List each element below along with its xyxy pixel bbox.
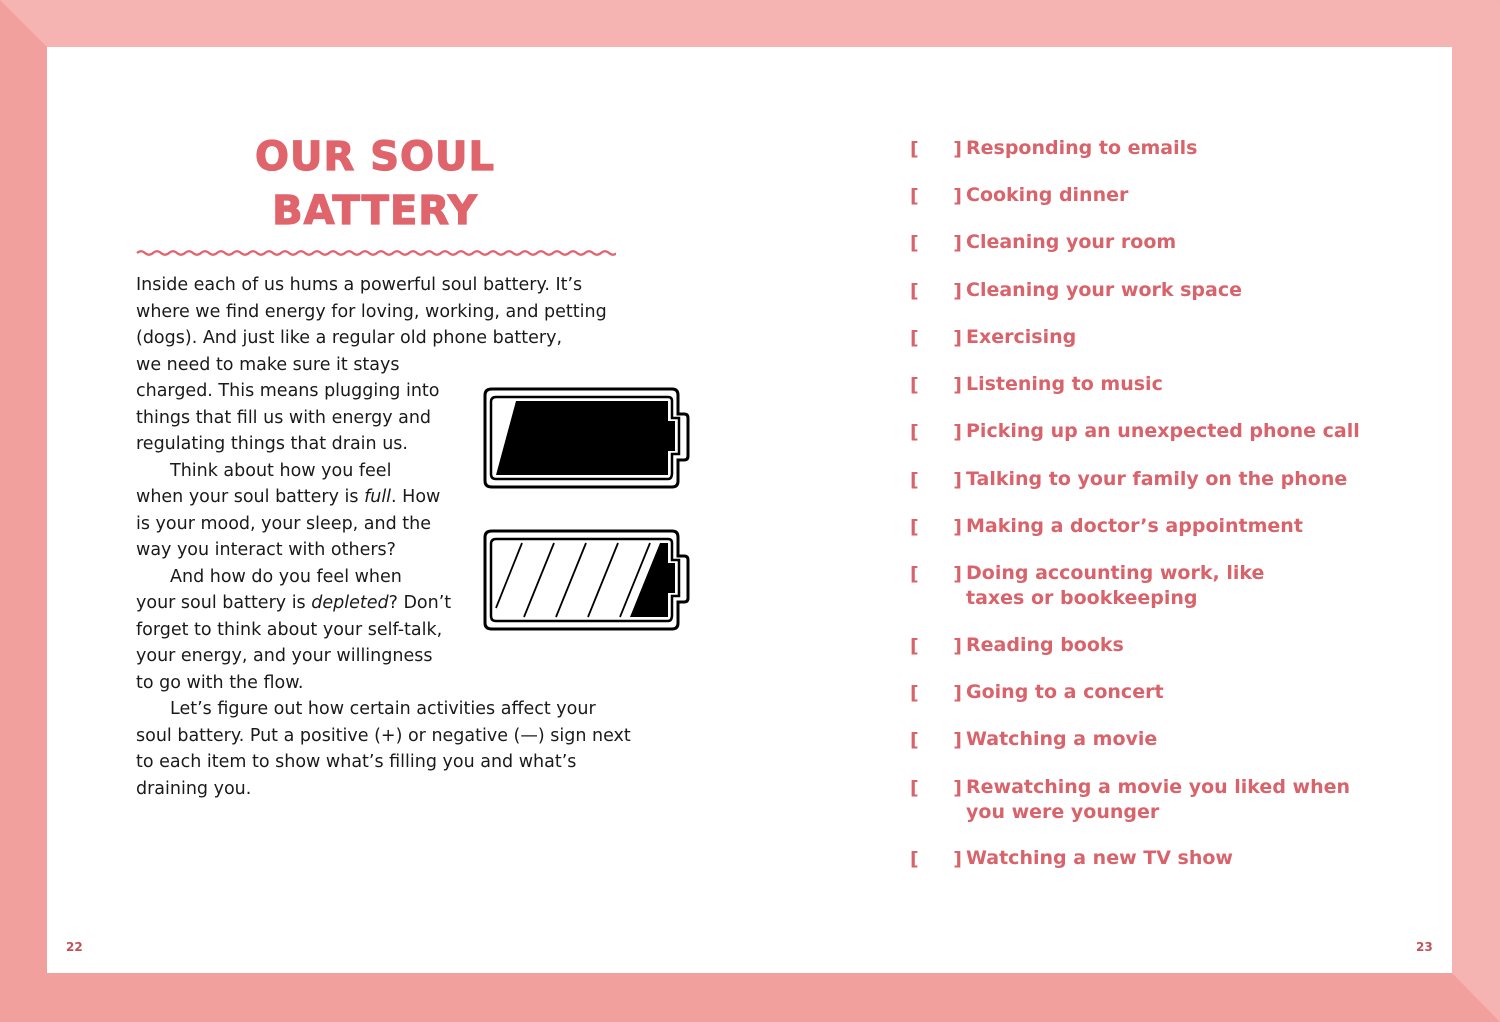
item-label: Doing accounting work, like taxes or bookkeeping: [966, 562, 1265, 609]
checkbox[interactable]: [ ]: [910, 374, 976, 396]
checkbox[interactable]: [ ]: [910, 516, 976, 538]
item-label: Cleaning your room: [966, 231, 1177, 253]
text-line: forget to think about your self-talk,: [136, 619, 443, 640]
checkbox[interactable]: [ ]: [910, 682, 976, 704]
checkbox[interactable]: [ ]: [910, 777, 976, 799]
checkbox[interactable]: [ ]: [910, 421, 976, 443]
checkbox[interactable]: [ ]: [910, 185, 976, 207]
item-label: Watching a movie: [966, 728, 1158, 750]
text-line: Think about how you feel: [170, 460, 392, 481]
item-label: Talking to your family on the phone: [966, 468, 1348, 490]
item-label: Making a doctor’s appointment: [966, 515, 1303, 537]
page-title: [210, 130, 540, 238]
title-line-2: BATTERY: [272, 188, 478, 234]
emphasis-depleted: depleted: [311, 593, 389, 613]
text-line: (dogs). And just like a regular old phone battery,: [136, 328, 563, 348]
wavy-divider: [136, 246, 616, 260]
low-battery-icon: [482, 528, 692, 634]
text-run: your soul battery is: [136, 593, 312, 613]
text-run: when your soul battery is: [136, 487, 365, 507]
checkbox[interactable]: [ ]: [910, 563, 976, 585]
page-number-left: 22: [66, 940, 83, 954]
text-line: things that fill us with energy and: [136, 407, 432, 428]
item-label: Cooking dinner: [966, 184, 1129, 206]
text-line: to each item to show what’s filling you and what’s: [136, 752, 577, 772]
checkbox[interactable]: [ ]: [910, 327, 976, 349]
emphasis-full: full: [364, 487, 392, 507]
item-label: Going to a concert: [966, 681, 1164, 703]
checkbox[interactable]: [ ]: [910, 635, 976, 657]
text-line: charged. This means plugging into: [136, 381, 440, 401]
text-line: to go with the flow.: [136, 672, 304, 693]
text-line: way you interact with others?: [136, 540, 396, 560]
item-label: Cleaning your work space: [966, 279, 1243, 301]
text-line: And how do you feel when: [170, 566, 402, 587]
checkbox[interactable]: [ ]: [910, 280, 976, 302]
text-line: regulating things that drain us.: [136, 434, 408, 454]
item-label: Rewatching a movie you liked when you were younger: [966, 776, 1351, 823]
text-line: soul battery. Put a positive (+) or negative (—) sign next: [136, 725, 631, 746]
text-run: . How: [391, 487, 441, 507]
item-label: Responding to emails: [966, 137, 1198, 159]
text-line: we need to make sure it stays: [136, 354, 400, 375]
text-line: Inside each of us hums a powerful soul battery. It’s: [136, 275, 583, 295]
checkbox[interactable]: [ ]: [910, 848, 976, 870]
checkbox[interactable]: [ ]: [910, 138, 976, 160]
page-number-right: 23: [1416, 940, 1433, 954]
text-line: where we find energy for loving, working, and petting: [136, 301, 607, 322]
item-label: Watching a new TV show: [966, 847, 1233, 869]
checkbox[interactable]: [ ]: [910, 469, 976, 491]
text-line: draining you.: [136, 778, 252, 799]
title-line-1: OUR SOUL: [255, 134, 495, 180]
item-label: Reading books: [966, 634, 1124, 656]
item-label: Exercising: [966, 326, 1077, 348]
item-label: Listening to music: [966, 373, 1163, 395]
item-label: Picking up an unexpected phone call: [966, 420, 1360, 442]
text-line: Let’s figure out how certain activities affect your: [170, 699, 596, 719]
checkbox[interactable]: [ ]: [910, 232, 976, 254]
text-run: ? Don’t: [388, 593, 452, 613]
text-line: is your mood, your sleep, and the: [136, 513, 432, 534]
text-line: your energy, and your willingness: [136, 646, 433, 666]
checkbox[interactable]: [ ]: [910, 729, 976, 751]
full-battery-icon: [482, 386, 692, 492]
